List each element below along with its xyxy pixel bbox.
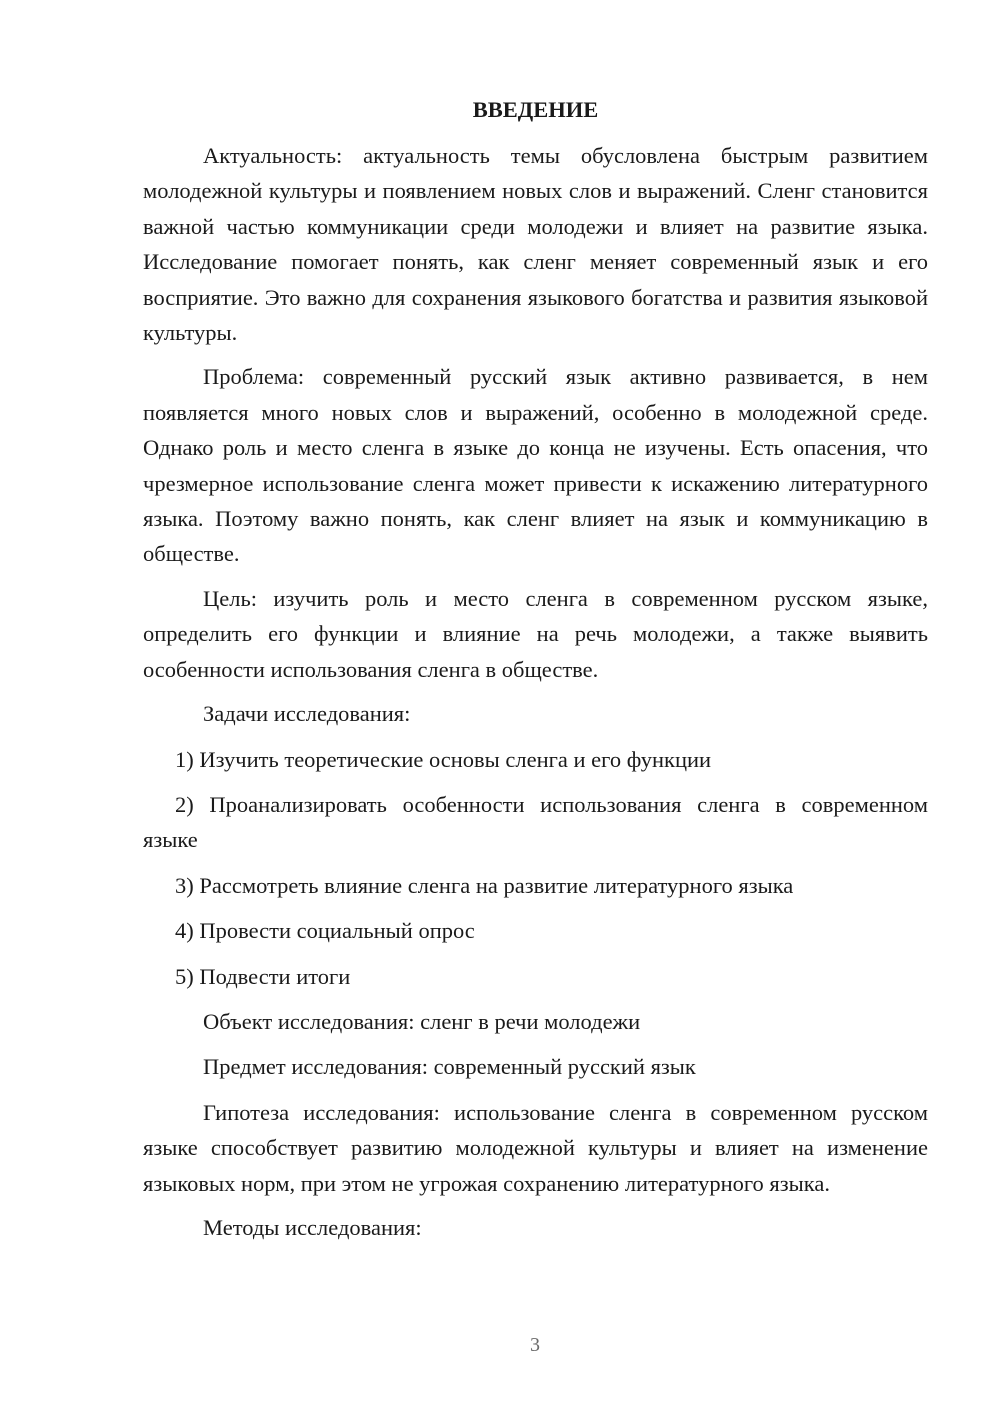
task-item-4: 4) Провести социальный опрос	[175, 918, 475, 944]
subject-line: Предмет исследования: современный русский язык	[203, 1054, 696, 1080]
problem-paragraph: Проблема: современный русский язык активно развивается, в нем появляется много новых слов и выражений, особенно в молодежной среде. Однако роль и место сленга в языке до конца не изучены. Есть опасения, что чрезмерное использование сленга может привести к искажению литературного языка. Поэтому важно понять, как сленг влияет на язык и коммуникацию в обществе.	[143, 364, 928, 567]
page-title: ВВЕДЕНИЕ	[472, 97, 599, 122]
tasks-heading: Задачи исследования:	[203, 701, 411, 727]
task-item-2: 2) Проанализировать особенности использования сленга в современном языке	[143, 791, 928, 853]
goal-paragraph: Цель: изучить роль и место сленга в современном русском языке, определить его функции и влияние на речь молодежи, а также выявить особенности использования сленга в обществе.	[143, 585, 928, 682]
document-page	[143, 95, 928, 1255]
task-item-1: 1) Изучить теоретические основы сленга и его функции	[175, 746, 712, 772]
task-item-3: 3) Рассмотреть влияние сленга на развитие литературного языка	[175, 872, 794, 898]
methods-heading: Методы исследования:	[203, 1214, 422, 1240]
hypothesis-paragraph: Гипотеза исследования: использование сленга в современном русском языке способствует развитию молодежной культуры и влияет на изменение языковых норм, при этом не угрожая сохранению литературного языка.	[143, 1099, 928, 1196]
page-number: 3	[530, 1334, 540, 1356]
relevance-paragraph: Актуальность: актуальность темы обусловлена быстрым развитием молодежной культуры и появлением новых слов и выражений. Сленг становится важной частью коммуникации среди молодежи и влияет на развитие языка. Исследование помогает понять, как сленг меняет современный язык и его восприятие. Это важно для сохранения языкового богатства и развития языковой культуры.	[143, 143, 928, 346]
task-item-5: 5) Подвести итоги	[175, 963, 351, 989]
object-line: Объект исследования: сленг в речи молодежи	[203, 1008, 641, 1034]
